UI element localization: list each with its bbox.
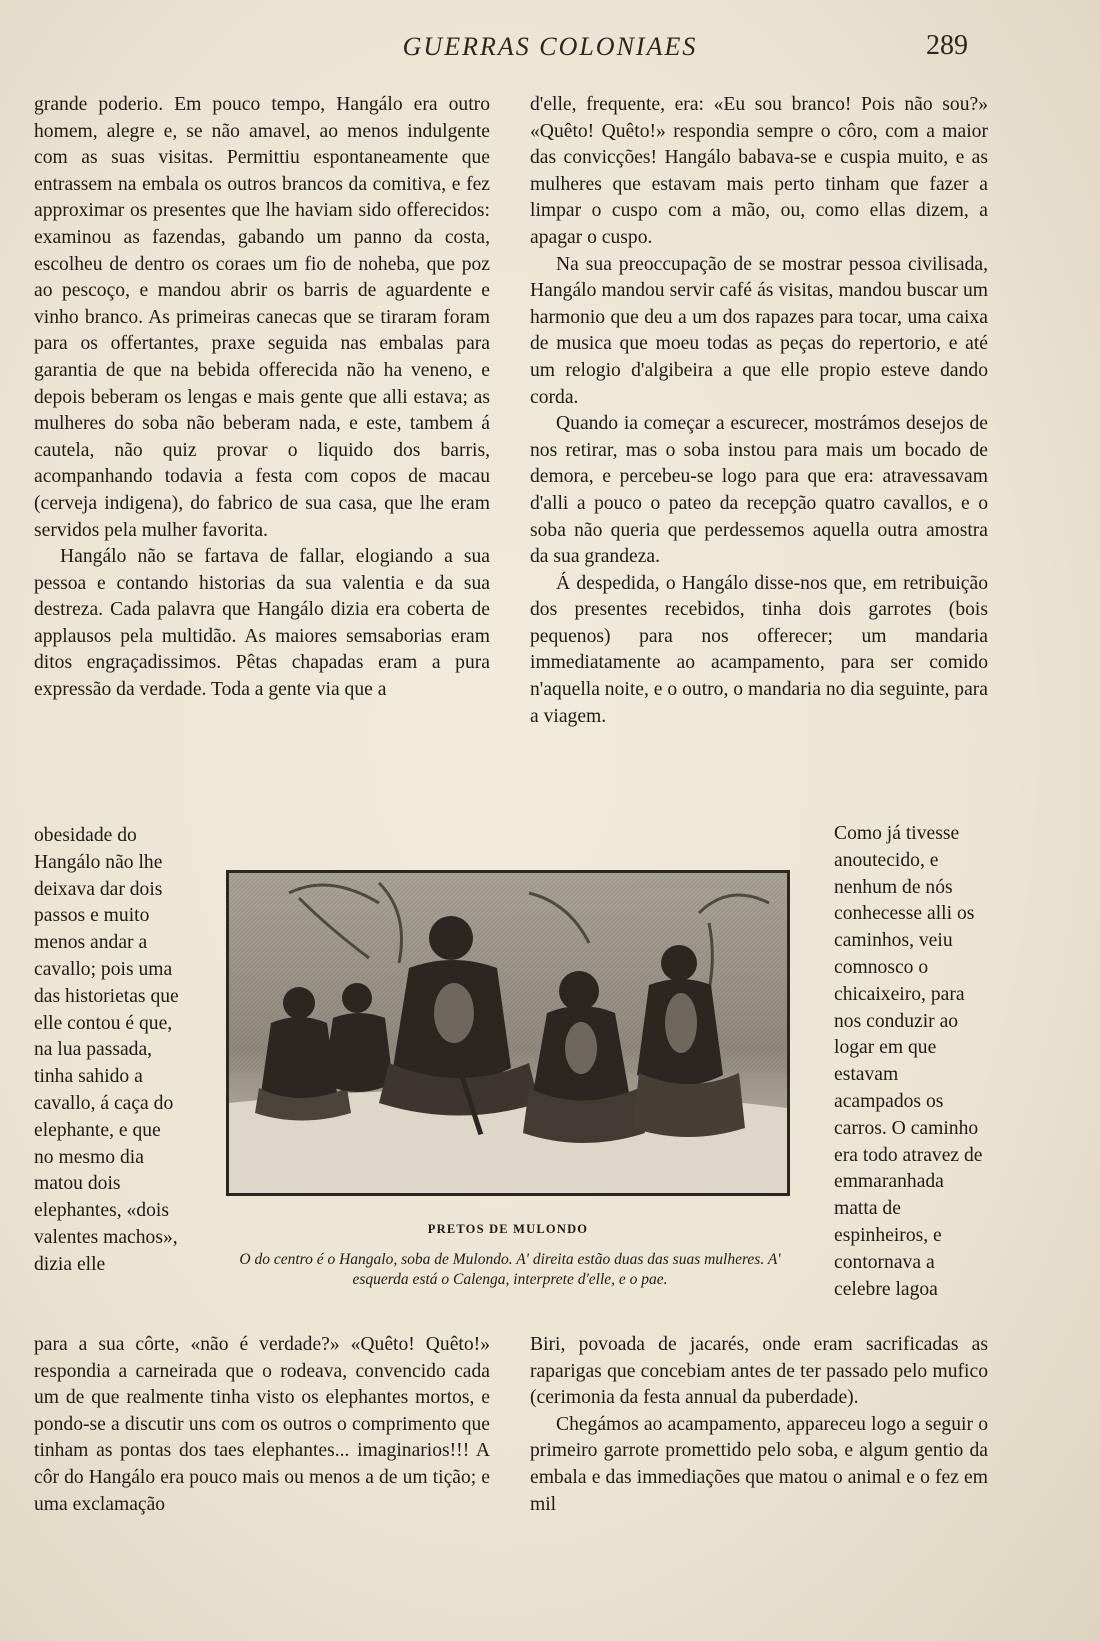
paragraph: obesidade do Hangálo não lhe deixava dar dois passos e muito menos andar a cavallo; pois uma das historietas que elle contou é que, na lua passada, tinha sahido a cavallo, á caça do elephante, e que no mesmo dia matou dois elephantes, «dois valentes machos», dizia elle: [34, 825, 179, 1275]
page-number: 289: [926, 30, 968, 61]
right-column-top: [530, 92, 988, 730]
paragraph: Á despedida, o Hangálo disse-nos que, em retribuição dos presentes recebidos, tinha dois garrotes (bois pequenos) para nos offerecer; um mandaria immediatamente ao acampamento, para ser comido n'aquella noite, e o outro, o mandaria no dia seguinte, para a viagem.: [530, 572, 988, 727]
running-header: GUERRAS COLONIAES: [402, 32, 698, 61]
paragraph: Biri, povoada de jacarés, onde eram sacrificadas as raparigas que concebiam antes de ter passado pelo mufico (cerimonia da festa annual da puberdade).: [530, 1334, 988, 1409]
right-narrow-text: [834, 821, 990, 1303]
paragraph: Quando ia começar a escurecer, mostrámos desejos de nos retirar, mas o soba instou para mais um bocado de demora, e percebeu-se logo para que era: atravessavam d'alli a pouco o pateo da recepção quatro cavallos, e o soba não queria que perdessemos aquella outra amostra da sua grandeza.: [530, 413, 988, 568]
left-column-bottom: [34, 1332, 490, 1518]
left-column-top: [34, 92, 490, 704]
paragraph: d'elle, frequente, era: «Eu sou branco! Pois não sou?» «Quêto! Quêto!» respondia sempre o côro, com a maior das convicções! Hangálo babava-se e cuspia muito, e as mulheres que estavam mais perto tinham que fazer a limpar o cuspo com a mão, ou, como ellas dizem, a apagar o cuspo.: [530, 94, 988, 248]
figure-caption: O do centro é o Hangalo, soba de Mulondo. A' direita estão duas das suas mulheres. A' esquerda está o Calenga, interprete d'elle, e o pae.: [239, 1251, 781, 1288]
paragraph: grande poderio. Em pouco tempo, Hangálo era outro homem, alegre e, se não amavel, ao menos indulgente com as suas visitas. Permittiu espontaneamente que entrassem na embala os outros brancos da comitiva, e fez approximar os presentes que lhe haviam sido offerecidos: examinou as fazendas, gabando um panno da costa, escolheu de dentro os coraes um fio de noheba, que poz ao pescoço, e mandou abrir os barris de aguardente e vinho branco. As primeiras canecas que se tiraram foram para os offertantes, praxe seguida nas embalas para garantia de que na bebida offerecida não ha veneno, e depois beberam os lengas e mais gente que alli estava; as mulheres do soba não beberam nada, e este, tambem á cautela, não quiz provar o liquido dos barris, acompanhando todavia a festa com copos de macau (cerveja indigena), do fabrico de sua casa, que lhe eram servidos pela mulher favorita.: [34, 94, 490, 541]
engraving-illustration: [226, 870, 790, 1196]
paragraph: Chegámos ao acampamento, appareceu logo a seguir o primeiro garrote promettido pelo soba, e algum gentio da embala e das immediações que matou o animal e o fez em mil: [530, 1413, 988, 1515]
paragraph: Na sua preoccupação de se mostrar pessoa civilisada, Hangálo mandou servir café ás visitas, mandou buscar um harmonio que deu a um dos rapazes para tocar, uma caixa de musica que moeu todas as peças do repertorio, e até um relogio d'algibeira a que elle propio esteve dando corda.: [530, 253, 988, 408]
paragraph: Como já tivesse anoutecido, e nenhum de nós conhecesse alli os caminhos, veiu comnosco o chicaixeiro, para nos conduzir ao logar em que estavam acampados os carros. O caminho era todo atravez de emmaranhada matta de espinheiros, e contornava a celebre lagoa: [834, 823, 983, 1300]
right-column-bottom: [530, 1332, 988, 1518]
paragraph: para a sua côrte, «não é verdade?» «Quêto! Quêto!» respondia a carneirada que o rodeava, convencido cada um de que realmente tinha visto os elephantes mortos, e pondo-se a discutir uns com os outros o comprimento que tinham as pontas dos taes elephantes... imaginarios!!! A côr do Hangálo era pouco mais ou menos a de um tição; e uma exclamação: [34, 1334, 490, 1515]
left-narrow-text: [34, 823, 182, 1279]
paragraph: Hangálo não se fartava de fallar, elogiando a sua pessoa e contando historias da sua valentia e da sua destreza. Cada palavra que Hangálo dizia era coberta de applausos pela multidão. As maiores semsaborias eram ditos engraçadissimos. Pêtas chapadas eram a pura expressão da verdade. Toda a gente via que a: [34, 546, 490, 701]
engraving-image: [229, 873, 787, 1193]
figure-title: PRETOS DE MULONDO: [427, 1222, 589, 1236]
